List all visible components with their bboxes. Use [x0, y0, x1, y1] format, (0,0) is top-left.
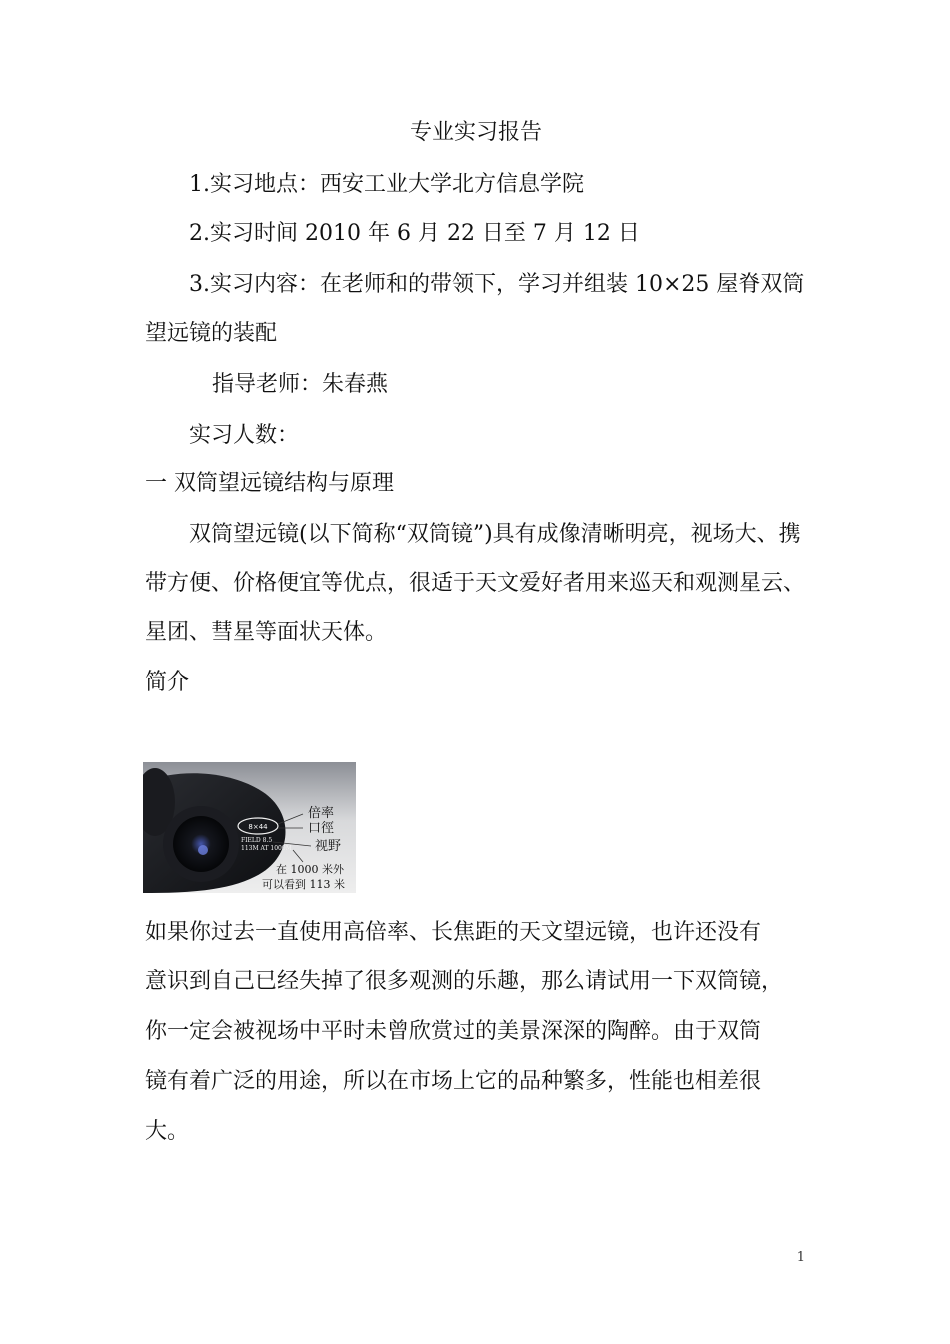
annotation-field: 视野	[315, 839, 342, 854]
paragraph-2-line: 大。	[145, 1119, 190, 1144]
page-title: 专业实习报告	[410, 120, 543, 145]
annotation-distance-1: 在 1000 米外	[276, 863, 344, 876]
binocular-photo	[143, 762, 356, 893]
time-line: 2.实习时间 2010 年 6 月 22 日至 7 月 12 日	[189, 221, 640, 246]
field-text-1: FIELD 8.5	[241, 837, 273, 844]
location-line: 1.实习地点：西安工业大学北方信息学院	[189, 172, 584, 197]
instructor-line: 指导老师：朱春燕	[212, 372, 389, 397]
content-line-1: 3.实习内容：在老师和的带领下，学习并组装 10×25 屋脊双筒	[189, 272, 805, 297]
field-text-2: 113M AT 1000M	[241, 845, 292, 852]
model-label: 8×44	[248, 823, 268, 831]
annotation-distance-2: 可以看到 113 米	[262, 878, 345, 891]
content-line-2: 望远镜的装配	[145, 321, 278, 346]
headcount-line: 实习人数：	[189, 423, 300, 448]
paragraph-2-line: 意识到自己已经失掉了很多观测的乐趣，那么请试用一下双筒镜，	[145, 969, 784, 994]
paragraph-2-line: 如果你过去一直使用高倍率、长焦距的天文望远镜，也许还没有	[145, 920, 762, 945]
paragraph-2-line: 你一定会被视场中平时未曾欣赏过的美景深深的陶醉。由于双筒	[145, 1019, 762, 1044]
paragraph-1-line: 双筒望远镜(以下简称“双筒镜”)具有成像清晰明亮，视场大、携	[189, 522, 801, 547]
intro-heading: 简介	[145, 670, 190, 695]
annotation-magnification: 倍率	[308, 806, 335, 821]
annotation-aperture: 口徑	[308, 821, 335, 836]
page-number: 1	[796, 1250, 805, 1265]
paragraph-2-line: 镜有着广泛的用途，所以在市场上它的品种繁多，性能也相差很	[145, 1069, 762, 1094]
paragraph-1-line: 星团、彗星等面状天体。	[145, 620, 388, 645]
section-heading: 一 双筒望远镜结构与原理	[145, 471, 394, 496]
paragraph-1-line: 带方便、价格便宜等优点，很适于天文爱好者用来巡天和观测星云、	[145, 571, 806, 596]
